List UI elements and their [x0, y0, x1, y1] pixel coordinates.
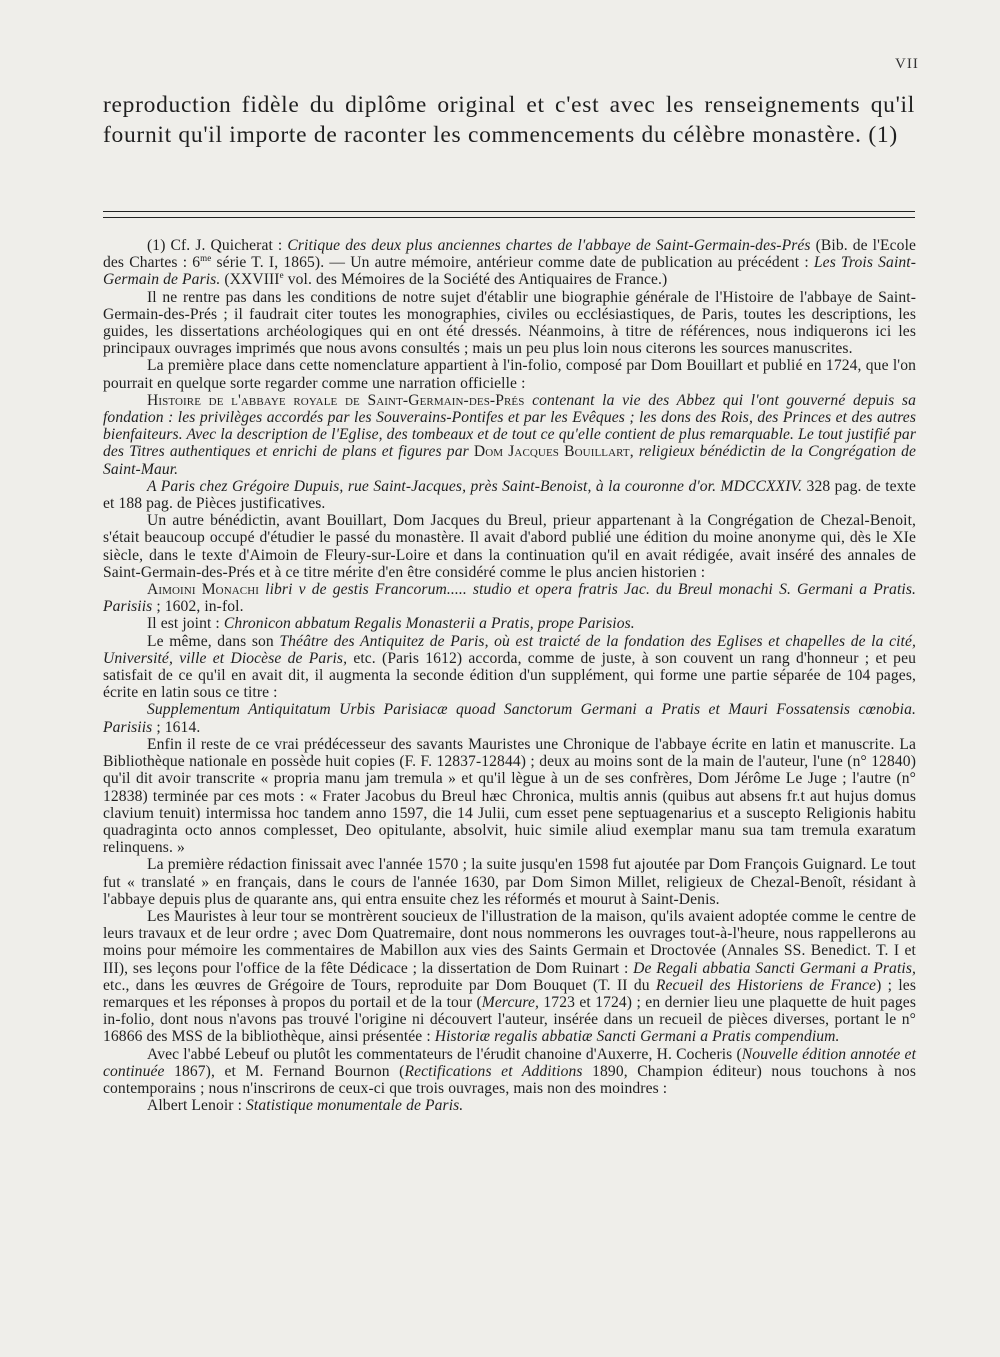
paragraph-chronique: Enfin il reste de ce vrai prédécesseur des savants Mauristes une Chronique de l'abbaye écrite en latin et manuscrite. La Bibliothèque nationale en possède huit copies (F. F. 12837-12844) ; deux au moins sont de la main de l'auteur, l'une (n° 12840) qu'il dit avoir transcrite « propria manu jam tremula » et qu'il lègue à un de ses confrères, Dom Jérôme Le Juge ; l'autre (n° 12838) terminée par ces mots : « Frater Jacobus du Breul hæc Chronica, multis annis (quibus aut absens fr.t aut hujus domus clavium tenuit) intermissa hoc tandem anno 1597, die 14 Julii, cum esset pene septuagenarius et a suscepto Religionis habitu quadraginta octo annos complesset, Deo opitulante, absolvit, huic simile aliud exemplar manu sua tam tremula exaratum relinquens. » — [103, 735, 916, 857]
citation-aimoin — [103, 581, 916, 615]
paragraph-text: Avec l'abbé Lebeuf ou plutôt les commentateurs de l'érudit chanoine d'Auxerre, H. Cocheris ( — [147, 1045, 742, 1063]
citation-lenoir — [103, 1097, 916, 1114]
footnote-1-title: Critique des deux plus anciennes chartes de l'abbaye de Saint-Germain-des-Prés — [287, 237, 811, 254]
citation-italic: Chronicon abbatum Regalis Monasterii a Pratis, prope Parisios. — [223, 615, 635, 633]
footnote-1-text: série T. I, 1865). — Un autre mémoire, antérieur comme date de publication au précédent : — [211, 254, 814, 272]
footnote-1-text: (XXVIII — [220, 271, 280, 289]
footnote-rule-thick — [103, 211, 915, 212]
citation-text: ; 1614. — [152, 718, 201, 736]
footnote-1-text: vol. des Mémoires de la Société des Antiquaires de France.) — [283, 271, 668, 289]
superscript: me — [200, 253, 212, 264]
superscript: e — [279, 270, 284, 281]
citation-text: 328 pag. de texte et 188 pag. de Pièces justificatives. — [103, 477, 916, 513]
citation-imprint — [103, 478, 916, 512]
citation-italic: religieux bénédictin de la Congrégation de Saint-Maur. — [103, 443, 917, 478]
paragraph-mauristes — [103, 908, 916, 1046]
footnotes-block — [103, 237, 916, 1114]
paragraph-text: 1867), et M. Fernand Bournon ( — [164, 1062, 405, 1080]
citation-italic: Statistique monumentale de Paris. — [246, 1097, 464, 1115]
paragraph-text: Le même, dans son — [147, 632, 280, 650]
paragraph-italic: Théâtre des Antiquitez de Paris, où est traicté de la fondation des Eglises et chapelles de la cité, Université, ville et Diocèse de Paris, — [103, 632, 916, 667]
footnote-1-ref: (1) Cf. J. Quicherat : — [147, 237, 288, 254]
footnote-1-title: Les Trois Saint-Germain de Paris. — [103, 254, 916, 289]
paragraph-italic: Recueil des Historiens de France — [655, 976, 877, 994]
page-number: VII — [895, 56, 919, 72]
paragraph-italic: Historiæ regalis abbatiæ Sancti Germani a Pratis compendium. — [434, 1028, 840, 1046]
intro-paragraph — [103, 90, 915, 150]
citation-supplementum — [103, 701, 916, 735]
citation-text: Il est joint : — [147, 615, 224, 633]
paragraph-theatre — [103, 633, 916, 702]
footnote-1-text: (Bib. de l'Ecole des Chartes : 6 — [103, 237, 917, 272]
citation-title: Histoire de l'abbaye royale de Saint-Germain-des-Prés — [147, 391, 525, 409]
citation-author: Aimoini Monachi — [147, 581, 260, 599]
paragraph-italic: Rectifications et Additions — [404, 1062, 583, 1080]
paragraph-italic: De Regali abbatia Sancti Germani a Pratis, — [633, 959, 916, 977]
citation-chronicon — [103, 615, 916, 632]
paragraph-text: Les Mauristes à leur tour se montrèrent soucieux de l'illustration de la maison, qu'ils avaient adoptée comme le centre de leurs travaux et de leur ordre ; avec Dom Quatremaire, dont nous nommerons les ouvrages tout-à-l'heure, nous rappellerons au moins pour mémoire les commentaires de Mabillon aux vies des Saints Germain et Droctovée (Annales SS. Benedict. T. I et III), ses leçons pour l'office de la fête Dédicace ; la dissertation de Dom Ruinart : — [103, 907, 916, 977]
citation-italic: Supplementum Antiquitatum Urbis Parisiacæ quoad Sanctorum Germani a Pratis et Mauri Fossatensis cœnobia. Parisiis — [103, 701, 916, 736]
citation-author: Dom Jacques Bouillart, — [473, 443, 634, 461]
paragraph-text: etc., dans les œuvres de Grégoire de Tours, reproduite par Dom Bouquet (T. II du — [103, 976, 656, 994]
citation-text: ; 1602, in-fol. — [152, 598, 244, 616]
paragraph-text: ) ; les remarques et les réponses à propos du portail et de la tour ( — [103, 976, 916, 1011]
paragraph-biography: Il ne rentre pas dans les conditions de notre sujet d'établir une biographie générale de l'Histoire de l'abbaye de Saint-Germain-des-Prés ; il faudrait citer toutes les monographies, civiles ou ecclésiastiques, de Paris, toutes les descriptions, les guides, les dissertations archéologiques qui en ont été dressés. Néanmoins, à titre de références, nous indiquerons ici les principaux ouvrages imprimés que nous avons consultés ; mais un peu plus loin nous citerons les sources manuscrites. — [103, 288, 916, 358]
paragraph-redaction: La première rédaction finissait avec l'année 1570 ; la suite jusqu'en 1598 fut ajoutée par Dom François Guignard. Le tout fut « translaté » en français, dans le cours de l'année 1630, par Dom Simon Millet, religieux de Chezal-Benoît, résidant à l'abbaye depuis plus de quarante ans, qui entra ensuite chez les réformés et mourut à Saint-Denis. — [103, 856, 916, 908]
citation-italic: libri v de gestis Francorum..... studio et opera fratris Jac. du Breul monachi S. Germani a Pratis. Parisiis — [103, 581, 916, 616]
citation-italic: A Paris chez Grégoire Dupuis, rue Saint-Jacques, près Saint-Benoist, à la couronne d'or. MDCCXXIV. — [147, 477, 803, 495]
paragraph-text: etc. (Paris 1612) accorda, comme de juste, à son couvent un rang d'honneur ; et peu satisfait de ce qu'il en avait dit, il augmenta la seconde édition d'un supplément, qui forme une partie séparée de 104 pages, écrite en latin sous ce titre : — [103, 649, 916, 702]
paragraph-italic: Mercure, — [481, 993, 540, 1011]
paragraph-text: 1890, Champion éditeur) nous touchons à nos contemporains ; nous n'inscrirons de ceux-ci que trois ouvrages, mais non des moindres : — [103, 1062, 916, 1097]
paragraph-lebeuf — [103, 1046, 916, 1098]
footnote-rule-thin — [103, 217, 915, 218]
paragraph-du-breul: Un autre bénédictin, avant Bouillart, Dom Jacques du Breul, prieur appartenant à la Congrégation de Chezal-Benoit, s'était beaucoup occupé d'étudier le passé du monastère. Il avait d'abord publié une édition du moine anonyme qui, dès le XIe siècle, dans le texte d'Aimoin de Fleury-sur-Loire et dans la continuation qu'il en avait rédigée, avait inséré des annales de Saint-Germain-des-Prés et à ce titre mérite d'en être considéré comme le plus ancien historien : — [103, 512, 916, 581]
paragraph-text: 1723 et 1724) ; en dernier lieu une plaquette de huit pages in-folio, dont nous n'avons pas trouvé l'origine ni découvert l'auteur, insérée dans un recueil de pièces diverses, portant le n° 16866 des MSS de la bibliothèque, ainsi présentée : — [103, 993, 916, 1046]
citation-author: Albert Lenoir : — [147, 1097, 247, 1115]
citation-bouillart — [103, 392, 916, 478]
paragraph-bouillart: La première place dans cette nomenclature appartient à l'in-folio, composé par Dom Bouillart et publié en 1724, que l'on pourrait en quelque sorte regarder comme une narration officielle : — [103, 357, 916, 392]
footnote-1 — [103, 237, 916, 289]
citation-italic: contenant la vie des Abbez qui l'ont gouverné depuis sa fondation : les privilèges accordés par les Souverains-Pontifes et par les Evêques ; les dons des Rois, des Princes et des autres bienfaiteurs. Avec la description de l'Eglise, des tombeaux et de tout ce qu'elle contient de plus remarquable. Le tout justifié par des Titres authentiques et enrichi de plans et figures par — [103, 391, 916, 461]
intro-text: reproduction fidèle du diplôme original et c'est avec les renseignements qu'il fournit qu'il importe de raconter les commencements du célèbre monastère. (1) — [103, 92, 915, 148]
paragraph-italic: Nouvelle édition annotée et continuée — [103, 1045, 916, 1080]
